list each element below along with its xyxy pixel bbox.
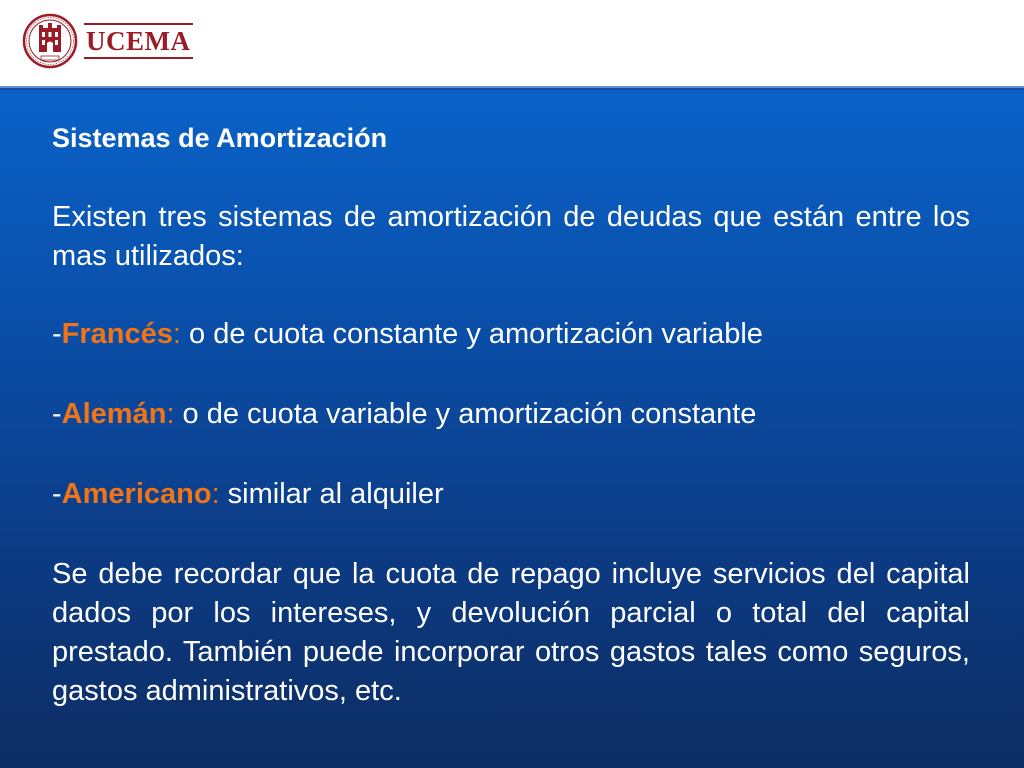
list-item-americano (52, 475, 970, 514)
intro-paragraph: Existen tres sistemas de amortización de deudas que están entre los mas utilizados: (52, 201, 970, 272)
slide-header (0, 0, 1024, 86)
slide-content (52, 118, 970, 711)
item-separator: : (211, 478, 220, 510)
closing-paragraph: Se debe recordar que la cuota de repago incluye servicios del capital dados por los intereses, y devolución parcial o total del capital prestado. También puede incorporar otros gastos tales como seguros, gastos administrativos, etc. (52, 558, 970, 707)
item-description: o de cuota constante y amortización variable (180, 318, 763, 350)
brand-rule-bottom (84, 57, 193, 59)
item-term: Alemán (61, 398, 167, 430)
list-item-frances (52, 315, 970, 354)
item-prefix: - (52, 398, 62, 430)
brand-rule-top (84, 23, 193, 25)
list-item-aleman (52, 395, 970, 434)
item-term: Americano (61, 478, 212, 510)
item-description: similar al alquiler (219, 478, 444, 510)
brand-wordmark (84, 23, 193, 59)
brand-name: UCEMA (86, 26, 191, 56)
item-prefix: - (52, 318, 62, 350)
item-separator: : (172, 318, 181, 350)
slide-title: Sistemas de Amortización (52, 123, 388, 153)
ucema-logo (22, 11, 193, 71)
item-description: o de cuota variable y amortización constante (174, 398, 757, 430)
item-term: Francés (61, 318, 173, 350)
university-seal-icon (22, 11, 78, 71)
item-prefix: - (52, 478, 62, 510)
item-separator: : (166, 398, 175, 430)
